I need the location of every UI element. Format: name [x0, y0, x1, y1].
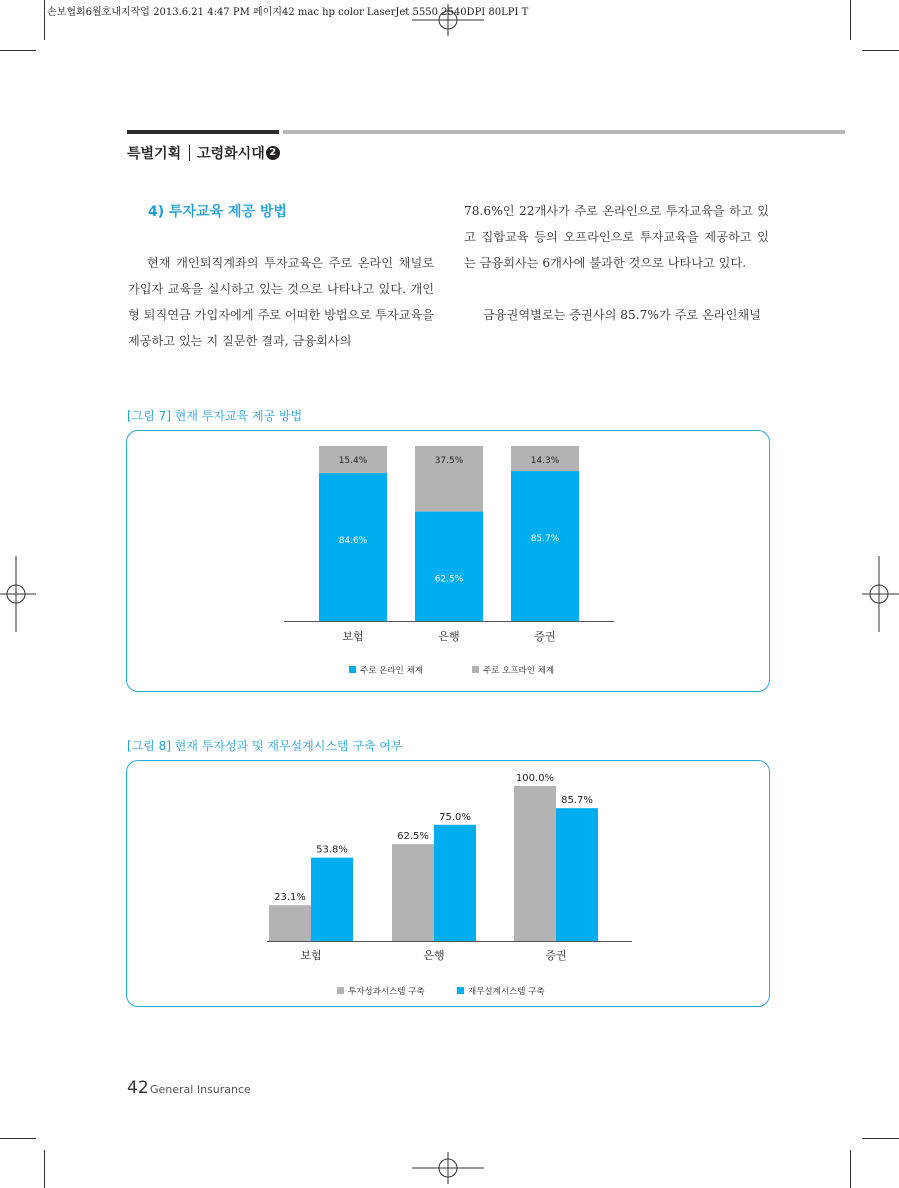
x-tick-label: 은행	[438, 630, 460, 643]
data-label-online: 85.7%	[530, 534, 560, 545]
bar-planning	[434, 825, 476, 941]
bar-performance	[269, 905, 311, 941]
data-label-offline: 15.4%	[338, 456, 368, 466]
data-label-online: 84.6%	[338, 535, 368, 546]
x-tick-label: 증권	[534, 630, 556, 643]
section-header	[127, 143, 280, 163]
figure7-caption: [그림 7] 현재 투자교육 제공 방법	[127, 409, 303, 423]
figure7-chart	[127, 431, 768, 690]
subheading: 4) 투자교육 제공 방법	[148, 204, 287, 220]
legend-swatch	[457, 987, 464, 994]
data-label: 100.0%	[515, 773, 555, 784]
x-tick-label: 보험	[300, 949, 322, 962]
data-label-offline: 14.3%	[530, 456, 560, 466]
x-tick-label: 보험	[342, 630, 364, 643]
figure8-box	[126, 760, 770, 1007]
body-paragraph: 금융권역별로는 증권사의 85.7%가 주로 온라인채널	[483, 308, 761, 322]
body-column-left	[128, 250, 434, 354]
bar-planning	[311, 858, 353, 941]
bar-performance	[392, 844, 434, 941]
bar-planning	[556, 808, 598, 941]
data-label: 62.5%	[397, 831, 429, 843]
x-tick-label: 은행	[423, 949, 445, 962]
data-label: 85.7%	[561, 795, 593, 807]
bar-online	[319, 473, 387, 621]
bar-online	[511, 471, 579, 621]
figure8-chart	[127, 761, 768, 1005]
x-tick-label: 증권	[545, 949, 567, 962]
section-label: 특별기획	[127, 146, 182, 162]
data-label-offline: 37.5%	[434, 456, 464, 466]
data-label: 75.0%	[439, 811, 471, 823]
print-header: 손보협회6월호내지작업 2013.6.21 4:47 PM 페이지42 mac hp color LaserJet 5550 2540DPI 80LPI T	[47, 7, 529, 18]
body-paragraph: 78.6%인 22개사가 주로 온라인으로 투자교육을 하고 있고 집합교육 등의 오프라인으로 투자교육을 제공하고 있는 금융회사는 6개사에 불과한 것으로 나타나고 있다.	[464, 204, 769, 270]
legend-swatch	[337, 987, 344, 994]
publication-title: General Insurance	[150, 1083, 251, 1096]
legend-swatch	[349, 666, 356, 673]
figure7-box	[126, 430, 770, 692]
section-divider	[189, 145, 190, 161]
data-label: 53.8%	[316, 844, 348, 856]
bar-performance	[514, 786, 556, 941]
figure8-caption: [그림 8] 현재 투자성과 및 재무설계시스템 구축 여부	[127, 739, 403, 753]
data-label: 23.1%	[274, 892, 306, 904]
legend-label: 주로 오프라인 체계	[483, 666, 555, 676]
data-label-online: 62.5%	[434, 574, 464, 585]
section-number-badge: 2	[266, 146, 280, 160]
body-column-right	[464, 198, 769, 328]
legend-label: 주로 온라인 체계	[360, 666, 423, 676]
legend-swatch	[472, 666, 479, 673]
page-number: 42	[127, 1078, 149, 1098]
section-topic: 고령화시대	[197, 146, 265, 162]
bar-online	[415, 512, 483, 621]
body-paragraph: 현재 개인퇴직계좌의 투자교육은 주로 온라인 채널로 가입자 교육을 실시하고 있는 것으로 나타나고 있다. 개인형 퇴직연금 가입자에게 주로 어떠한 방법으로 투자교육을 제공하고 있는 지 질문한 결과, 금융회사의	[128, 256, 434, 348]
section-bar-dark	[127, 130, 279, 134]
section-bar-gray	[283, 130, 845, 134]
legend-label: 투자성과시스템 구축	[348, 987, 425, 997]
legend-label: 재무설계시스템 구축	[468, 987, 545, 997]
